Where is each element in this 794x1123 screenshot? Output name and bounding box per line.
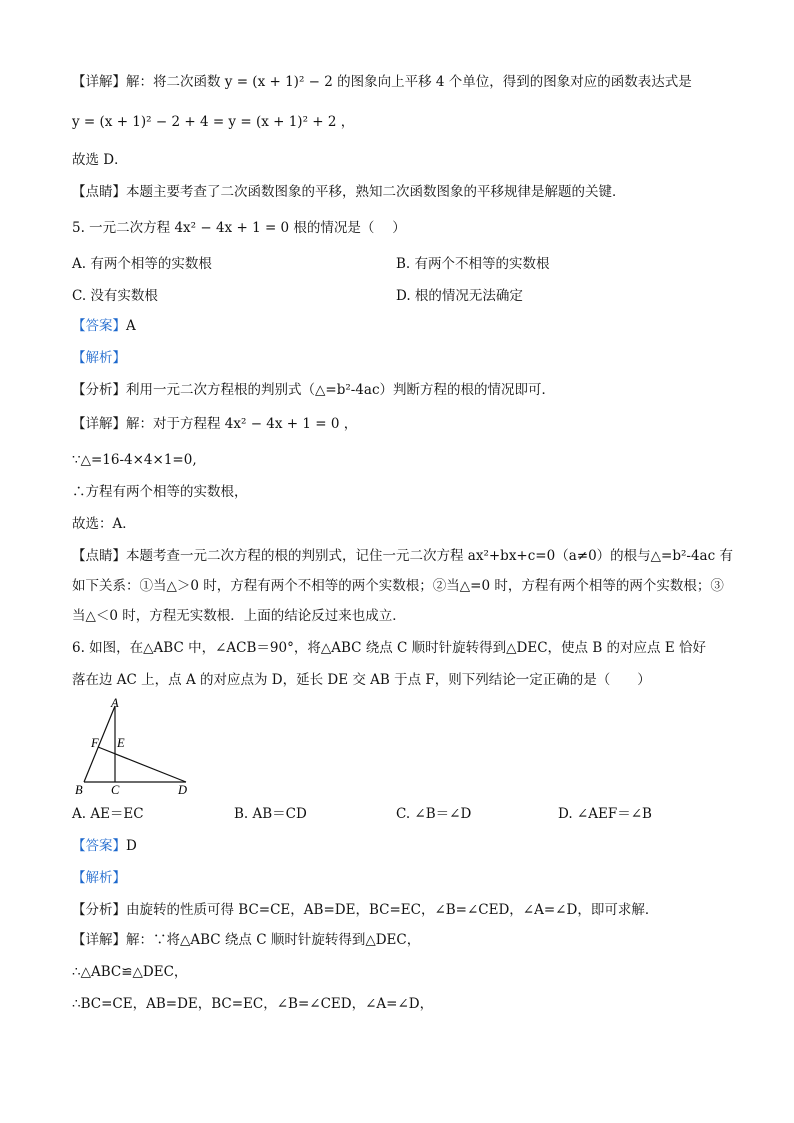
question-5: 5. 一元二次方程 4x² − 4x + 1 = 0 根的情况是（ ）: [72, 220, 406, 236]
detail-line-1: 【详解】解：将二次函数 y = (x + 1)² − 2 的图象向上平移 4 个单位，得到的图象对应的函数表达式是: [72, 74, 692, 90]
q6-detail-3: ∴BC=CE，AB=DE，BC=EC，∠B=∠CED，∠A=∠D，: [72, 996, 434, 1012]
q5-detail-2: ∵△=16-4×4×1=0,: [72, 452, 197, 468]
triangle-figure: [70, 696, 200, 800]
q5-detail-3: ∴方程有两个相等的实数根，: [72, 484, 248, 500]
q5-note-2: 如下关系：①当△＞0 时，方程有两个不相等的两个实数根；②当△=0 时，方程有两个相等的两个实数根；③: [72, 578, 724, 594]
q5-note-3: 当△＜0 时，方程无实数根．上面的结论反过来也成立．: [72, 608, 406, 624]
q5-option-d: D. 根的情况无法确定: [396, 288, 523, 304]
q6-detail-2: ∴△ABC≌△DEC，: [72, 964, 188, 980]
label-d: D: [178, 783, 188, 797]
q6-analysis: 【分析】由旋转的性质可得 BC=CE，AB=DE，BC=EC，∠B=∠CED，∠A=∠D，即可求解．: [72, 902, 659, 918]
q5-answer: A: [126, 318, 136, 334]
q6-detail-1: 【详解】解：∵将△ABC 绕点 C 顺时针旋转得到△DEC，: [72, 932, 421, 948]
q6-answer: D: [126, 838, 137, 854]
q5-note-1: 【点睛】本题考查一元二次方程的根的判别式，记住一元二次方程 ax²+bx+c=0（a≠0）的根与△=b²-4ac 有: [72, 548, 733, 564]
q6-option-d: D. ∠AEF＝∠B: [558, 806, 652, 822]
q5-option-b: B. 有两个不相等的实数根: [396, 256, 550, 272]
q5-analysis: 【分析】利用一元二次方程根的判别式（△=b²-4ac）判断方程的根的情况即可．: [72, 382, 556, 398]
segment-ab: [84, 706, 115, 782]
q6-option-a: A. AE＝EC: [72, 806, 144, 822]
note-line: 【点睛】本题主要考查了二次函数图象的平移，熟知二次函数图象的平移规律是解题的关键．: [72, 184, 626, 200]
q5-detail-1: 【详解】解：对于方程程 4x² − 4x + 1 = 0 ，: [72, 416, 358, 432]
q6-option-b: B. AB＝CD: [234, 806, 307, 822]
q5-detail-4: 故选：A．: [72, 516, 136, 532]
q6-answer-line: [72, 836, 137, 856]
label-a: A: [111, 696, 119, 710]
q5-option-c: C. 没有实数根: [72, 288, 158, 304]
choose-d-line: 故选 D．: [72, 152, 128, 168]
answer-label: 【答案】: [72, 318, 126, 334]
label-f: F: [91, 736, 99, 750]
segment-fd: [98, 747, 186, 782]
q5-option-a: A. 有两个相等的实数根: [72, 256, 212, 272]
q5-analysis-label: 【解析】: [72, 350, 126, 366]
label-c: C: [111, 783, 120, 797]
answer-label-2: 【答案】: [72, 838, 126, 854]
label-e: E: [117, 736, 125, 750]
q6-analysis-label: 【解析】: [72, 870, 126, 886]
question-6-line-1: 6. 如图，在△ABC 中，∠ACB＝90°，将△ABC 绕点 C 顺时针旋转得到△DEC，使点 B 的对应点 E 恰好: [72, 640, 706, 656]
q5-answer-line: [72, 316, 136, 336]
q6-option-c: C. ∠B＝∠D: [396, 806, 472, 822]
question-6-line-2: 落在边 AC 上，点 A 的对应点为 D，延长 DE 交 AB 于点 F，则下列结论一定正确的是（ ）: [72, 672, 651, 688]
detail-line-2: y = (x + 1)² − 2 + 4 = y = (x + 1)² + 2 ，: [72, 114, 355, 130]
label-b: B: [75, 783, 83, 797]
